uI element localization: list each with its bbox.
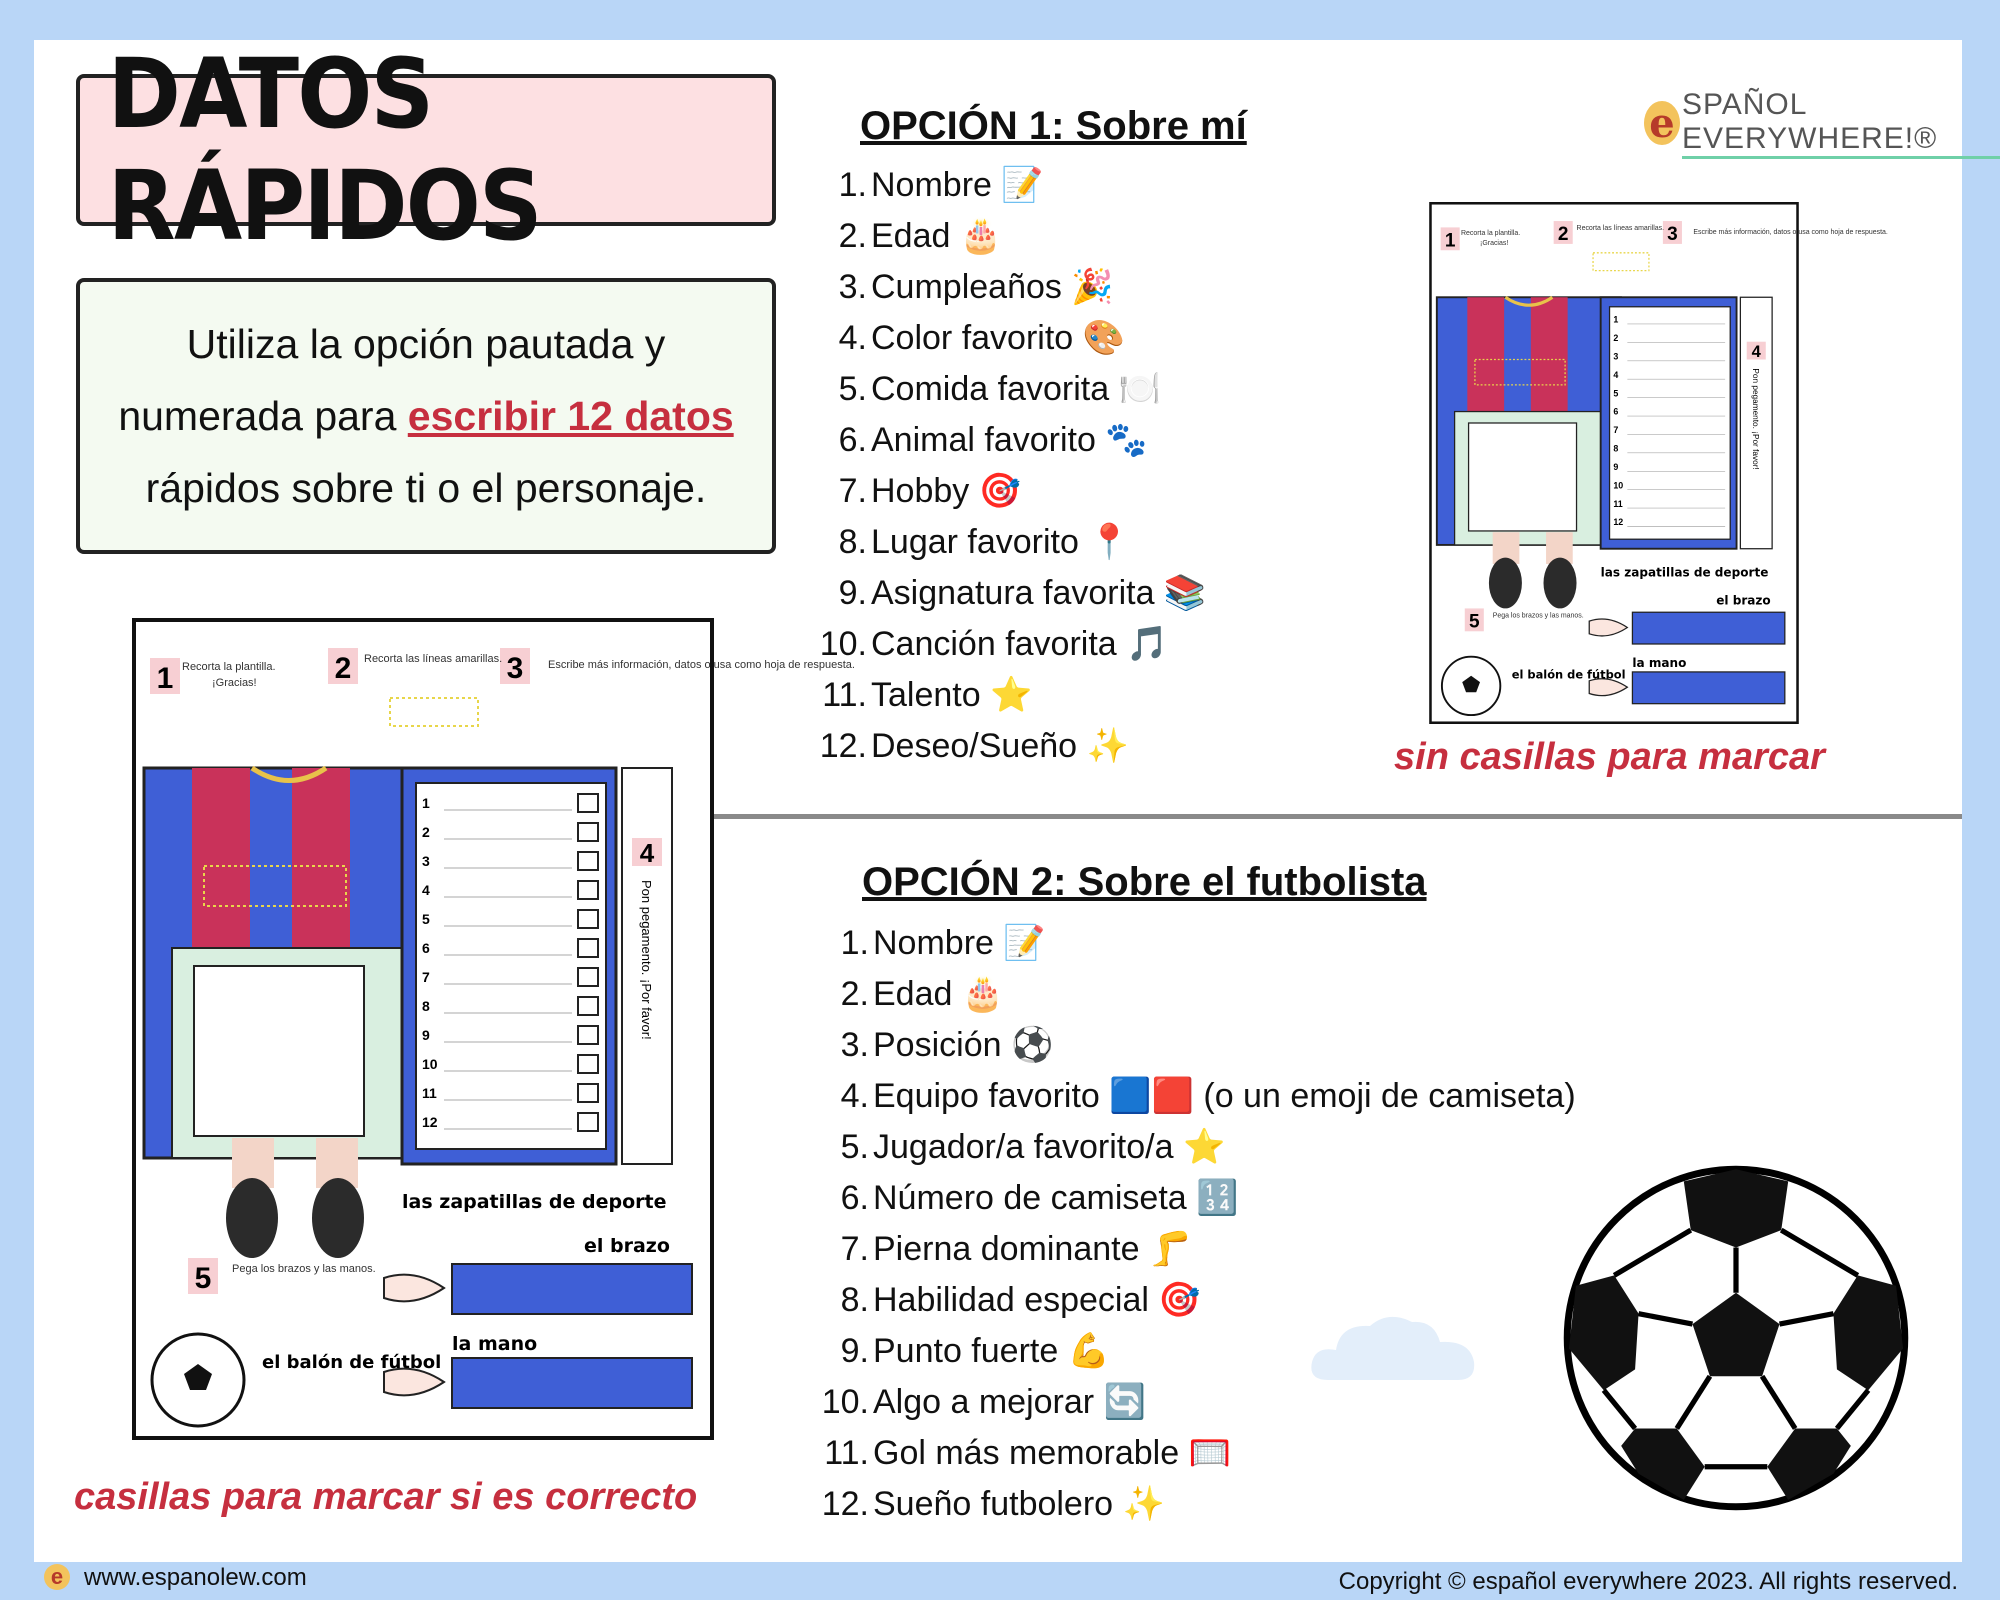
- list-item-number: 4.: [840, 1077, 869, 1115]
- footer-url[interactable]: www.espanolew.com: [84, 1564, 307, 1591]
- list-item-label: Nombre 📝: [873, 924, 1046, 962]
- check-box: [578, 1026, 598, 1044]
- list-item-number: 6.: [838, 421, 867, 459]
- line-number: 9: [422, 1027, 430, 1043]
- photo-box: [194, 966, 364, 1136]
- hand-label: la mano: [1632, 655, 1687, 670]
- line-number: 6: [422, 940, 430, 956]
- list-item-label: Algo a mejorar 🔄: [873, 1383, 1146, 1421]
- list-item-label: Color favorito 🎨: [871, 319, 1125, 357]
- jersey-stripe: [292, 768, 350, 948]
- option2-title: OPCIÓN 2: Sobre el futbolista: [862, 860, 1427, 904]
- line-number: 3: [1613, 351, 1619, 362]
- list-item: [812, 670, 1206, 721]
- step1b-text: ¡Gracias!: [212, 677, 257, 689]
- list-item-number: 9.: [840, 1332, 869, 1370]
- line-number: 10: [1613, 480, 1624, 491]
- step5-text: Pega los brazos y las manos.: [1492, 612, 1584, 620]
- step-number: 2: [1557, 224, 1569, 246]
- list-item: [812, 313, 1206, 364]
- option1-title: OPCIÓN 1: Sobre mí: [860, 104, 1247, 148]
- list-item-number: 12.: [821, 1485, 869, 1523]
- line-number: 7: [422, 969, 430, 985]
- line-number: 5: [422, 911, 430, 927]
- list-item-number: 3.: [838, 268, 867, 306]
- page-title: DATOS RÁPIDOS: [107, 38, 541, 262]
- hand-piece: [452, 1358, 692, 1408]
- check-box: [578, 1113, 598, 1131]
- option1-list: [812, 160, 1206, 772]
- line-number: 11: [422, 1085, 437, 1101]
- step-number: 2: [334, 652, 352, 685]
- cloud-icon: [1308, 1310, 1478, 1384]
- caption-large: casillas para marcar si es correcto: [74, 1476, 698, 1518]
- jersey-stripe: [1467, 297, 1504, 411]
- line-number: 4: [1613, 369, 1619, 380]
- footer-copyright: Copyright © español everywhere 2023. All rights reserved.: [1338, 1568, 1958, 1595]
- instructions-text: [100, 308, 752, 524]
- check-box: [578, 852, 598, 870]
- list-item-label: Jugador/a favorito/a ⭐: [873, 1128, 1226, 1166]
- line-number: 9: [1613, 461, 1619, 472]
- step-number: 5: [194, 1262, 212, 1295]
- line-number: 2: [1613, 333, 1619, 344]
- soccer-ball-icon: [1562, 1164, 1910, 1512]
- list-item-label: Cumpleaños 🎉: [871, 268, 1114, 306]
- list-item: [812, 568, 1206, 619]
- arm-label: el brazo: [1716, 593, 1771, 608]
- list-item: [812, 721, 1206, 772]
- step3-text: Escribe más información, datos o usa como hoja de respuesta.: [1693, 228, 1888, 236]
- line-number: 12: [1613, 517, 1624, 528]
- list-item: [814, 1173, 1576, 1224]
- shoes-label: las zapatillas de deporte: [1600, 565, 1769, 580]
- hand-piece: [1632, 672, 1784, 704]
- list-item-label: Edad 🎂: [873, 975, 1005, 1013]
- jersey-stripe: [1531, 297, 1568, 411]
- line-number: 5: [1613, 388, 1619, 399]
- line-number: 2: [422, 824, 430, 840]
- list-item-label: Pierna dominante 🦵: [873, 1230, 1192, 1268]
- list-item: [812, 160, 1206, 211]
- step1b-text: ¡Gracias!: [1480, 240, 1509, 248]
- line-number: 8: [422, 998, 430, 1014]
- list-item: [814, 1020, 1576, 1071]
- list-item-number: 7.: [838, 472, 867, 510]
- list-item-label: Edad 🎂: [871, 217, 1003, 255]
- list-item-number: 1.: [840, 924, 869, 962]
- check-box: [578, 910, 598, 928]
- list-item-number: 5.: [840, 1128, 869, 1166]
- list-item-label: Hobby 🎯: [871, 472, 1022, 510]
- worksheet-preview-small: [1428, 202, 1888, 724]
- shoes-label: las zapatillas de deporte: [402, 1191, 667, 1213]
- instructions-box: [76, 278, 776, 554]
- list-item-number: 8.: [840, 1281, 869, 1319]
- list-item-number: 2.: [840, 975, 869, 1013]
- line-number: 3: [422, 853, 430, 869]
- shoe: [1489, 558, 1522, 609]
- list-item-number: 5.: [838, 370, 867, 408]
- list-item-number: 6.: [840, 1179, 869, 1217]
- check-box: [578, 1084, 598, 1102]
- step1-text: Recorta la plantilla.: [182, 661, 276, 673]
- step2-text: Recorta las líneas amarillas.: [1576, 224, 1665, 232]
- logo-e-icon: e: [1644, 101, 1680, 145]
- instructions-before: Utiliza la opción pautada y numerada para: [118, 321, 666, 439]
- check-box: [578, 939, 598, 957]
- step4-text: Pon pegamento. ¡Por favor!: [1751, 368, 1761, 470]
- list-item-label: Número de camiseta 🔢: [873, 1179, 1239, 1217]
- list-item: [812, 262, 1206, 313]
- list-item-label: Deseo/Sueño ✨: [871, 727, 1129, 765]
- shoe: [312, 1178, 364, 1258]
- line-number: 10: [422, 1056, 438, 1072]
- list-item: [812, 466, 1206, 517]
- step-number: 3: [1667, 224, 1678, 246]
- caption-small: sin casillas para marcar: [1394, 736, 1825, 778]
- list-item: [814, 1224, 1576, 1275]
- line-number: 7: [1613, 425, 1619, 436]
- list-item-number: 3.: [840, 1026, 869, 1064]
- check-box: [578, 794, 598, 812]
- arm-piece: [452, 1264, 692, 1314]
- list-item: [814, 1479, 1576, 1530]
- instructions-highlight: escribir 12 datos: [407, 393, 734, 439]
- step1-text: Recorta la plantilla.: [1460, 230, 1521, 238]
- line-number: 8: [1613, 443, 1619, 454]
- list-panel-inner: [1610, 307, 1731, 539]
- list-item-label: Equipo favorito 🟦🟥 (o un emoji de camiseta): [873, 1077, 1576, 1115]
- photo-box: [1469, 423, 1577, 531]
- list-item: [814, 1428, 1576, 1479]
- list-item-label: Nombre 📝: [871, 166, 1044, 204]
- list-item-label: Canción favorita 🎵: [871, 625, 1169, 663]
- list-item: [812, 619, 1206, 670]
- list-item: [814, 1377, 1576, 1428]
- shoe: [1544, 558, 1577, 609]
- list-item: [812, 211, 1206, 262]
- check-box: [578, 1055, 598, 1073]
- step-number: 5: [1468, 611, 1480, 633]
- instructions-after: rápidos sobre ti o el personaje.: [145, 465, 707, 511]
- logo-text: SPAÑOL EVERYWHERE!®: [1682, 88, 2000, 159]
- arm-piece: [1632, 612, 1784, 644]
- list-item-label: Animal favorito 🐾: [871, 421, 1148, 459]
- check-box: [578, 823, 598, 841]
- list-item-label: Gol más memorable 🥅: [873, 1434, 1231, 1472]
- step-number: 3: [506, 652, 524, 685]
- worksheet-preview-large: [132, 618, 855, 1440]
- step-number: 4: [1751, 342, 1761, 361]
- list-item-number: 1.: [838, 166, 867, 204]
- list-item-label: Sueño futbolero ✨: [873, 1485, 1165, 1523]
- step-number: 1: [156, 662, 174, 695]
- check-box: [578, 997, 598, 1015]
- line-number: 4: [422, 882, 430, 898]
- list-item-number: 9.: [838, 574, 867, 612]
- ball-label: el balón de fútbol: [1511, 667, 1626, 682]
- list-item-number: 2.: [838, 217, 867, 255]
- line-number: 1: [1613, 314, 1619, 325]
- list-item-number: 10.: [819, 625, 867, 663]
- ball-label: el balón de fútbol: [262, 1352, 442, 1373]
- footer-logo-icon: e: [44, 1564, 70, 1590]
- list-item-label: Talento ⭐: [871, 676, 1033, 714]
- check-box: [578, 881, 598, 899]
- line-number: 12: [422, 1114, 438, 1130]
- list-item-number: 4.: [838, 319, 867, 357]
- step-number: 1: [1444, 230, 1456, 252]
- list-item-label: Comida favorita 🍽️: [871, 370, 1161, 408]
- list-item: [812, 415, 1206, 466]
- list-item-number: 12.: [819, 727, 867, 765]
- list-item-number: 10.: [821, 1383, 869, 1421]
- jersey-stripe: [192, 768, 250, 948]
- list-item: [812, 517, 1206, 568]
- list-item-number: 8.: [838, 523, 867, 561]
- step3-text: Escribe más información, datos o usa como hoja de respuesta.: [548, 659, 855, 671]
- section-divider: [712, 814, 1962, 819]
- arm-label: el brazo: [584, 1235, 670, 1257]
- option2-list: [814, 918, 1576, 1530]
- check-box: [578, 968, 598, 986]
- list-item: [814, 1071, 1576, 1122]
- brand-logo: [1644, 87, 2000, 155]
- line-number: 11: [1613, 498, 1623, 509]
- list-item-label: Punto fuerte 💪: [873, 1332, 1111, 1370]
- list-item-label: Posición ⚽: [873, 1026, 1054, 1064]
- line-number: 1: [422, 795, 430, 811]
- list-item-number: 7.: [840, 1230, 869, 1268]
- step2-text: Recorta las líneas amarillas.: [364, 653, 503, 665]
- list-item-number: 11.: [822, 676, 867, 714]
- title-box: [76, 38, 776, 262]
- step5-text: Pega los brazos y las manos.: [232, 1263, 376, 1275]
- list-item-label: Habilidad especial 🎯: [873, 1281, 1201, 1319]
- hand-label: la mano: [452, 1333, 538, 1355]
- list-item-number: 11.: [824, 1434, 869, 1472]
- list-item-label: Asignatura favorita 📚: [871, 574, 1207, 612]
- list-item: [814, 1122, 1576, 1173]
- list-item: [814, 918, 1576, 969]
- step4-text: Pon pegamento. ¡Por favor!: [639, 880, 654, 1040]
- line-number: 6: [1613, 406, 1619, 417]
- list-item: [812, 364, 1206, 415]
- step-number: 4: [639, 838, 655, 868]
- list-item: [814, 969, 1576, 1020]
- list-item-label: Lugar favorito 📍: [871, 523, 1131, 561]
- shoe: [226, 1178, 278, 1258]
